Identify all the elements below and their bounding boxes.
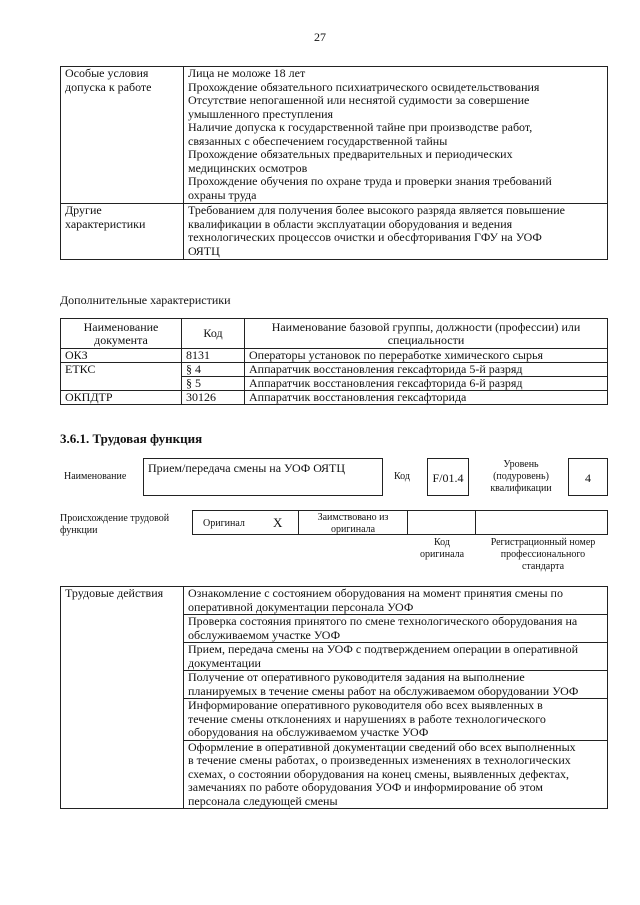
table-row (61, 391, 608, 405)
action-line: замечаниях по работе оборудования УОФ и информирование об этом (188, 780, 543, 794)
function-name-box (143, 458, 383, 496)
action-line: планируемых в течение смены работ на обслуживаемом оборудовании УОФ (188, 683, 579, 698)
item-line: Отсутствие непогашенной или неснятой судимости за совершение (188, 93, 530, 107)
conditions-table (60, 66, 608, 260)
action-item (184, 587, 608, 615)
header-line: Наименование (83, 320, 159, 334)
header-code (182, 319, 245, 349)
caption-line: Код (434, 537, 450, 548)
item-line: связанных с обеспечением государственной тайны (188, 133, 448, 148)
action-line: Проверка состояния принятого по смене технологического оборудования на (188, 614, 578, 628)
item-line: квалификации в области эксплуатации оборудования и ведения (188, 216, 513, 231)
header-doc (61, 319, 182, 349)
action-line: персонала следующей смены (188, 793, 338, 808)
divider (407, 511, 408, 535)
header-line: документа (94, 332, 148, 347)
caption-line: оригинала (419, 549, 465, 560)
special-conditions-label (61, 67, 184, 204)
action-line: оборудования на обслуживаемом участке УОФ (188, 725, 429, 739)
actions-label: Трудовые действия (61, 587, 184, 809)
cell-name: Аппаратчик восстановления гексафторида 6-й разряд (245, 377, 608, 391)
additional-table (60, 318, 608, 405)
page-number: 27 (314, 30, 326, 44)
divider (475, 511, 476, 535)
table-row (61, 349, 608, 363)
label-line: характеристики (65, 216, 146, 231)
table-row (61, 67, 608, 204)
label-line: Особые условия (65, 66, 149, 80)
action-line: обслуживаемом участке УОФ (188, 627, 341, 642)
cell-name: Аппаратчик восстановления гексафторида (245, 391, 608, 405)
table-row (61, 363, 608, 377)
borrowed-line: оригинала (330, 524, 376, 535)
list-item (184, 175, 607, 203)
caption-line: стандарта (521, 561, 565, 572)
level-value: 4 (568, 458, 608, 496)
header-line: Наименование базовой группы, должности (профессии) или (271, 320, 581, 334)
special-conditions-items (184, 67, 608, 204)
list-item (184, 81, 607, 95)
code-original-caption (408, 537, 476, 561)
table-row (61, 587, 608, 615)
level-label-line: квалификации (490, 483, 552, 494)
item-line: Наличие допуска к государственной тайне при производстве работ, (188, 120, 533, 134)
caption-line: профессионального (500, 549, 586, 560)
cell-doc: ОКПДТР (61, 391, 182, 405)
action-item (184, 643, 608, 671)
action-item (184, 699, 608, 741)
action-line: Информирование оперативного руководителя обо всех выявленных в (188, 698, 543, 712)
other-characteristics-text (184, 204, 608, 260)
action-line: схемах, о состоянии оборудования на конец смены, выявленных дефектах, (188, 766, 570, 781)
cell-code: § 5 (182, 377, 245, 391)
code-value: F/01.4 (427, 458, 469, 496)
other-characteristics-label (61, 204, 184, 260)
item-line: Лица не моложе 18 лет (188, 66, 306, 80)
action-item (184, 671, 608, 699)
item-line: медицинских осмотров (188, 160, 308, 175)
label-line: допуска к работе (65, 79, 152, 94)
level-label (478, 459, 564, 495)
action-line: Ознакомление с состоянием оборудования на момент принятия смены по (188, 586, 563, 600)
action-line: документации (188, 655, 261, 670)
level-label-line: Уровень (503, 459, 539, 470)
divider (298, 511, 299, 535)
origin-label-line: Происхождение трудовой (60, 513, 170, 524)
item-line: технологических процессов очистки и обесфторивания ГФУ на УОФ (188, 230, 542, 244)
action-line: течение смены отклонениях и нарушениях в работе технологического (188, 711, 546, 726)
function-name-value: Прием/передача смены на УОФ ОЯТЦ (148, 461, 346, 475)
action-line: Получение от оперативного руководителя задания на выполнение (188, 670, 525, 684)
origin-label-line: функции (60, 525, 98, 536)
cell-code: § 4 (182, 363, 245, 377)
list-item (184, 67, 607, 81)
original-label: Оригинал (203, 518, 245, 529)
cell-code: 30126 (182, 391, 245, 405)
action-line: Прием, передача смены на УОФ с подтверждением операции в оперативной (188, 642, 579, 656)
item-line: Прохождение обучения по охране труда и проверки знания требований (188, 174, 552, 188)
table-header-row (61, 319, 608, 349)
cell-doc: ОКЗ (61, 349, 182, 363)
header-name (245, 319, 608, 349)
header-line: специальности (387, 332, 465, 347)
reg-number-caption (478, 537, 608, 573)
borrowed-label (301, 512, 405, 536)
header-line: Код (203, 326, 223, 341)
action-line: в течение смены работах, о произведенных изменениях в технологических (188, 753, 571, 767)
origin-label (60, 513, 192, 537)
cell-code: 8131 (182, 349, 245, 363)
origin-box (192, 510, 608, 535)
caption-line: Регистрационный номер (490, 537, 596, 548)
action-item (184, 740, 608, 809)
item-line: охраны труда (188, 187, 257, 202)
actions-table (60, 586, 608, 809)
level-label-line: (подуровень) (493, 471, 549, 482)
borrowed-line: Заимствовано из (317, 512, 389, 523)
cell-name: Операторы установок по переработке химического сырья (245, 349, 608, 363)
additional-title: Дополнительные характеристики (60, 293, 231, 307)
function-heading: 3.6.1. Трудовая функция (60, 431, 203, 446)
item-line: умышленного преступления (188, 106, 334, 121)
item-line: Прохождение обязательного психиатрического освидетельствования (188, 79, 540, 94)
action-item (184, 615, 608, 643)
action-line: оперативной документации персонала УОФ (188, 599, 414, 614)
item-line: Требованием для получения более высокого разряда является повышение (188, 203, 565, 217)
list-item (184, 148, 607, 175)
item-line: Прохождение обязательных предварительных и периодических (188, 147, 513, 161)
original-mark: X (273, 515, 283, 530)
label-line: Другие (65, 203, 102, 217)
list-item (184, 94, 607, 121)
cell-doc: ЕТКС (61, 363, 182, 391)
cell-name: Аппаратчик восстановления гексафторида 5-й разряд (245, 363, 608, 377)
action-line: Оформление в оперативной документации сведений обо всех выполненных (188, 739, 576, 754)
name-label: Наименование (64, 471, 127, 482)
list-item (184, 121, 607, 148)
table-row (61, 204, 608, 260)
code-label: Код (394, 471, 410, 482)
item-line: ОЯТЦ (188, 243, 220, 258)
